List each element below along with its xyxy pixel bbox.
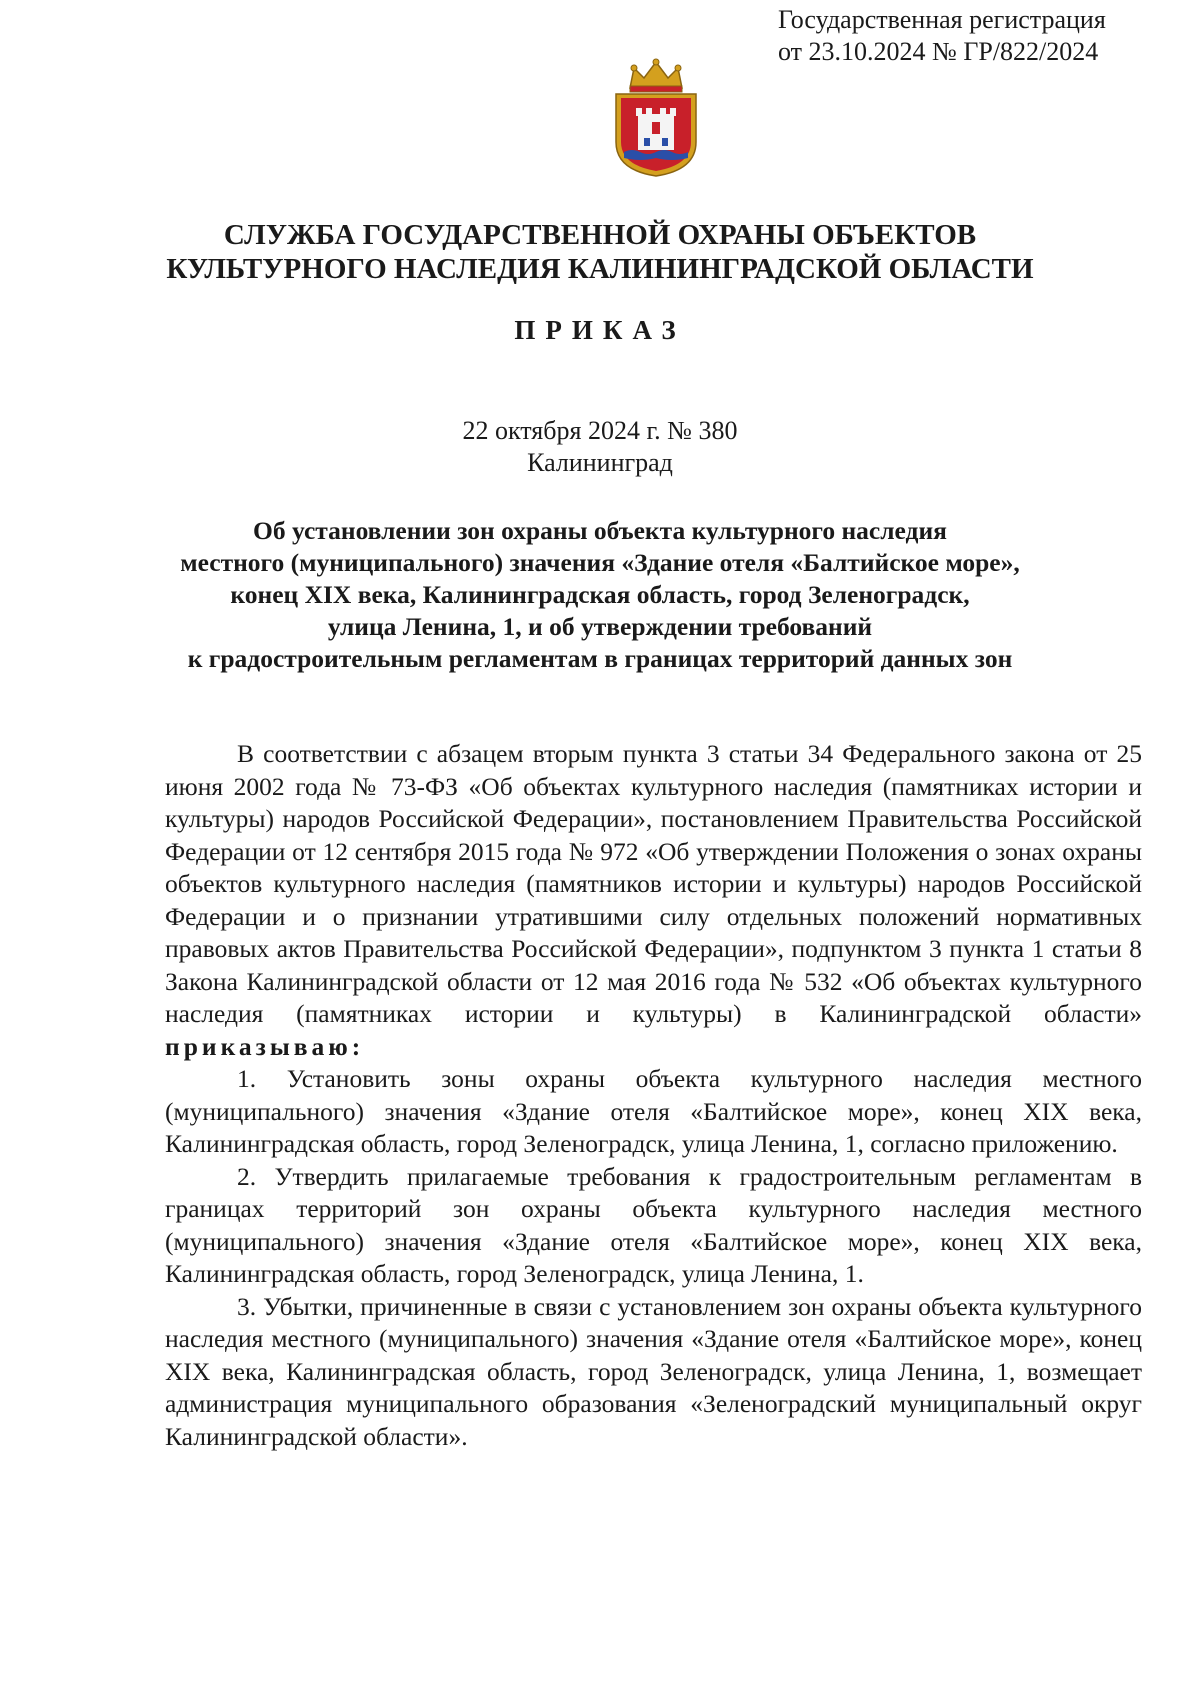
document-body [165, 738, 1142, 1453]
kaliningrad-coat-of-arms-icon [608, 58, 704, 178]
order-date-number: 22 октября 2024 г. № 380 [462, 416, 738, 445]
registration-stamp [778, 4, 1178, 68]
order-item-3: 3. Убытки, причиненные в связи с установлением зон охраны объекта культурного наследия местного (муниципального) значения «Здание отеля «Балтийское море», конец XIX века, Калининградская область, город Зеленоградск, улица Ленина, 1, возмещает администрация муниципального образования «Зеленоградский муниципальный округ Калининградской области». [165, 1291, 1142, 1451]
document-title [100, 515, 1100, 675]
title-line-3: конец XIX века, Калининградская область, город Зеленоградск, [230, 580, 970, 609]
agency-name-line-2: КУЛЬТУРНОГО НАСЛЕДИЯ КАЛИНИНГРАДСКОЙ ОБЛАСТИ [166, 253, 1034, 285]
title-line-5: к градостроительным регламентам в границах территорий данных зон [187, 644, 1013, 673]
title-line-1: Об установлении зон охраны объекта культурного наследия [253, 516, 947, 545]
agency-name-line-1: СЛУЖБА ГОСУДАРСТВЕННОЙ ОХРАНЫ ОБЪЕКТОВ [223, 219, 977, 251]
preamble-text: В соответствии с абзацем вторым пункта 3 статьи 34 Федерального закона от 25 июня 2002 года № 73-ФЗ «Об объектах культурного наследия (памятниках истории и культуры) народов Российской Федерации», постановлением Правительства Российской Федерации от 12 сентября 2015 года № 972 «Об утверждении Положения о зонах охраны объектов культурного наследия (памятников истории и культуры) народов Российской Федерации и о признании утратившими силу отдельных положений нормативных правовых актов Правительства Российской Федерации», подпунктом 3 пункта 1 статьи 8 Закона Калининградской области от 12 мая 2016 года № 532 «Об объектах культурного наследия (памятниках истории и культуры) в Калининградской области» [165, 739, 1142, 1028]
order-city: Калининград [527, 448, 673, 477]
title-line-2: местного (муниципального) значения «Здание отеля «Балтийское море», [180, 548, 1020, 577]
title-line-4: улица Ленина, 1, и об утверждении требований [327, 612, 873, 641]
order-verb: приказываю: [165, 1031, 365, 1061]
order-item-1: 1. Установить зоны охраны объекта культурного наследия местного (муниципального) значения «Здание отеля «Балтийское море», конец XIX века, Калининградская область, город Зеленоградск, улица Ленина, 1, согласно приложению. [165, 1064, 1142, 1158]
registration-line-2: от 23.10.2024 № ГР/822/2024 [778, 37, 1099, 66]
date-and-number-block [100, 415, 1100, 479]
coat-of-arms-icon [608, 58, 704, 178]
registration-line-1: Государственная регистрация [778, 5, 1106, 34]
preamble-paragraph [165, 738, 1142, 1063]
order-item-2: 2. Утвердить прилагаемые требования к градостроительным регламентам в границах территорий зон охраны объекта культурного наследия местного (муниципального) значения «Здание отеля «Балтийское море», конец XIX века, Калининградская область, город Зеленоградск, улица Ленина, 1. [165, 1161, 1142, 1288]
agency-name [100, 218, 1100, 286]
document-type-heading: ПРИКАЗ [514, 315, 686, 345]
